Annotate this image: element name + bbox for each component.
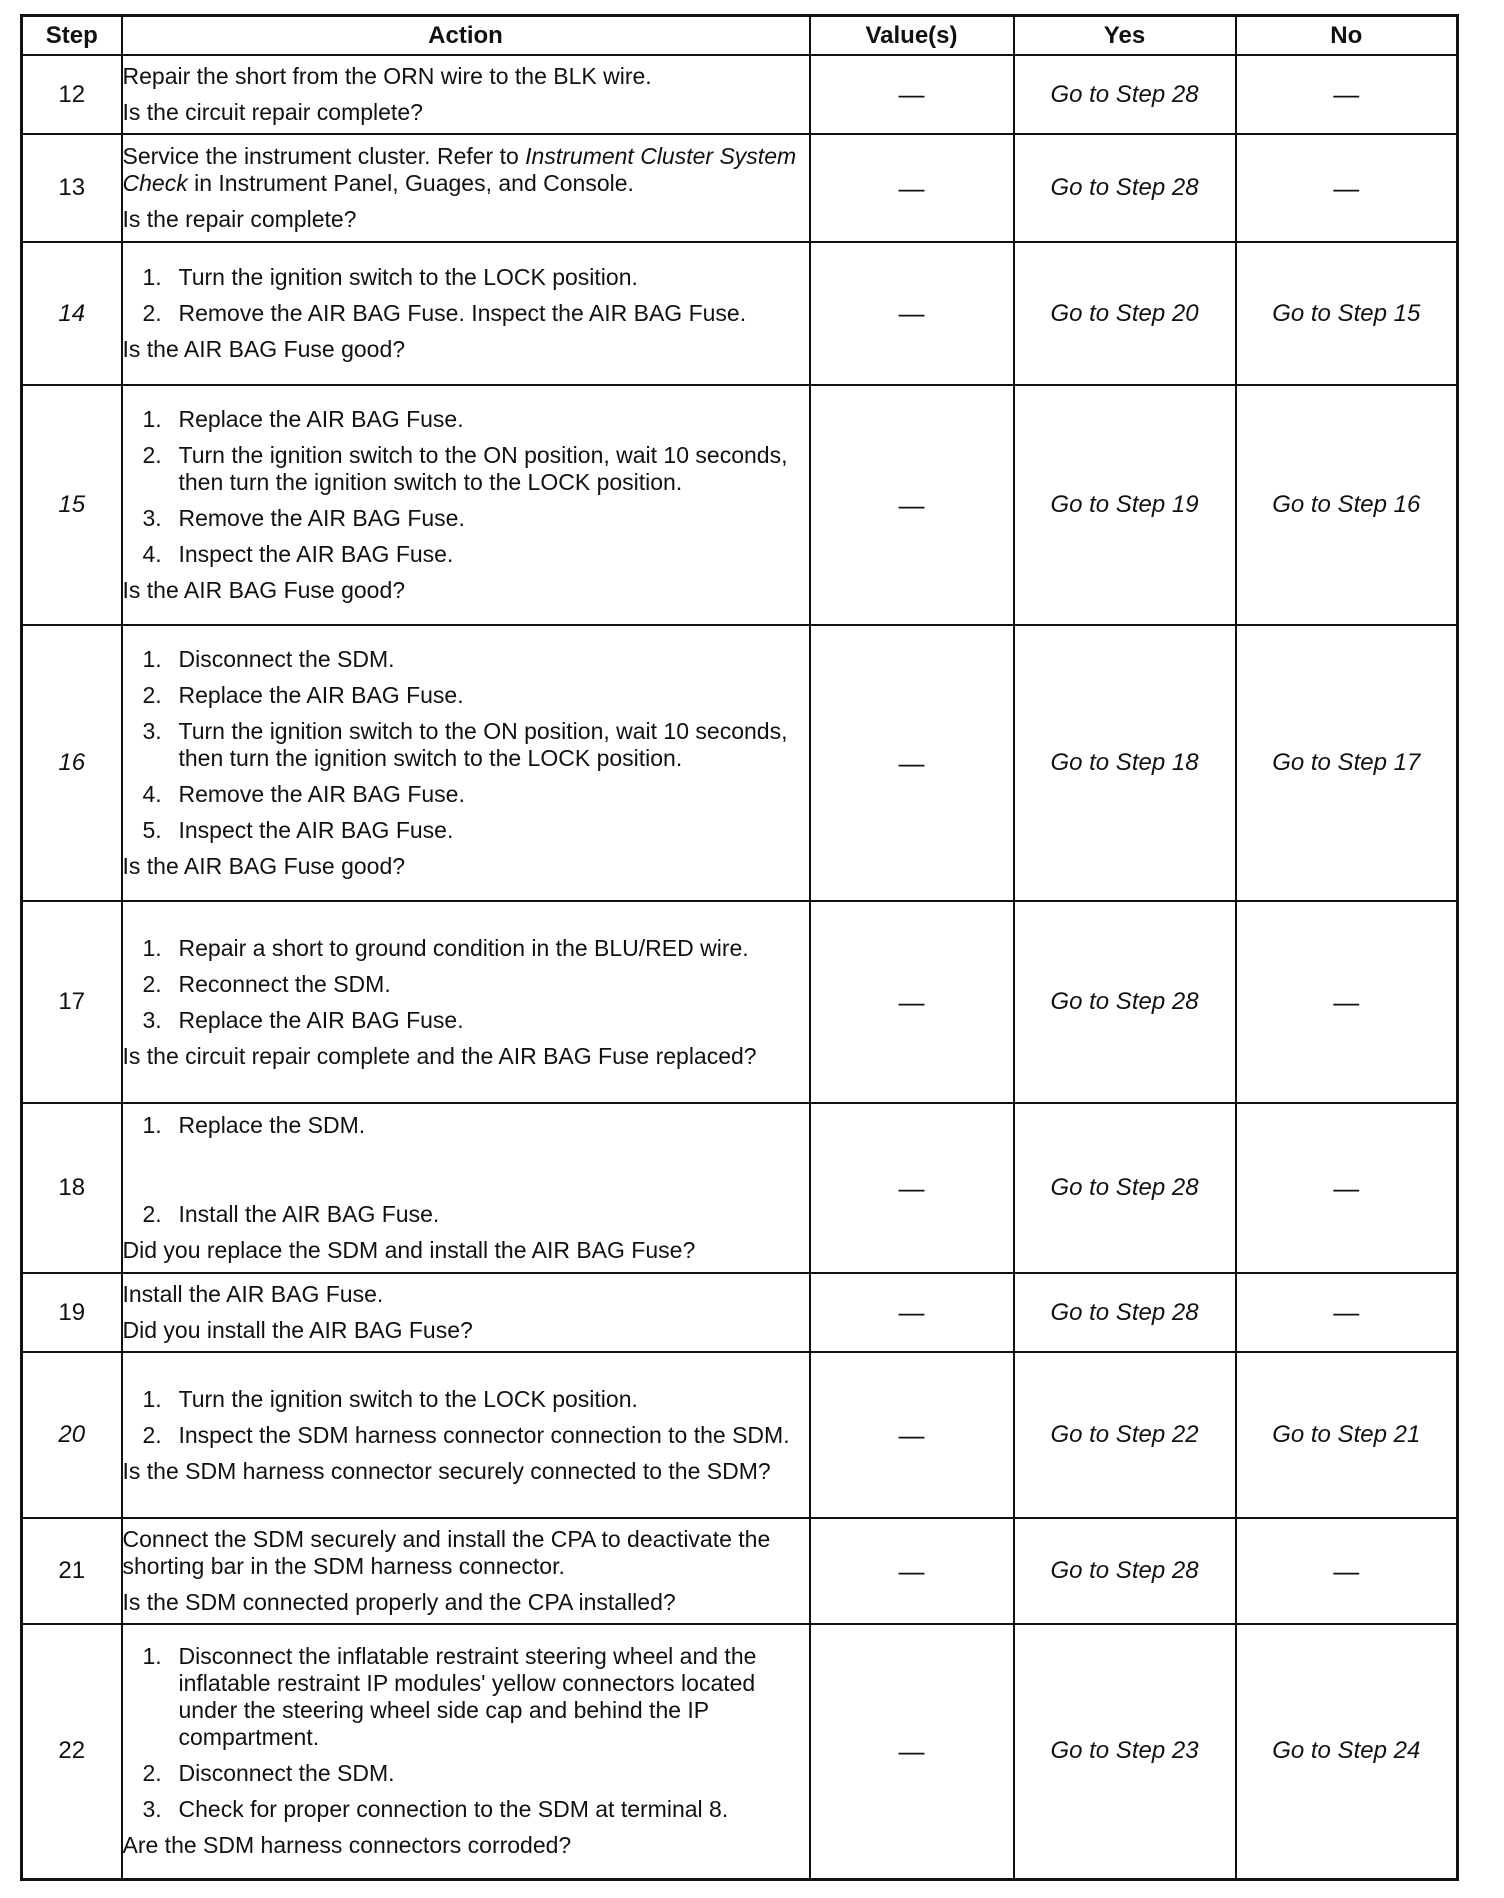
no-cell: —	[1236, 1103, 1458, 1273]
value-cell: —	[810, 901, 1014, 1103]
action-question: Is the SDM harness connector securely connected to the SDM?	[122, 1457, 771, 1484]
table-row	[22, 242, 1458, 385]
action-step-text: Turn the ignition switch to the ON position, wait 10 seconds, then turn the ignition switch to the LOCK position.	[178, 718, 788, 771]
action-step-text: Disconnect the SDM.	[178, 1760, 395, 1787]
action-step-number: 3.	[142, 505, 162, 531]
action-step-number: 1.	[142, 646, 162, 672]
action-cell	[122, 134, 810, 242]
action-step	[123, 1007, 809, 1034]
value-cell: —	[810, 1624, 1014, 1879]
action-step-number: 2.	[142, 1760, 162, 1787]
action-step-number: 2.	[142, 682, 162, 708]
action-question: Is the SDM connected properly and the CPA installed?	[122, 1589, 676, 1615]
value-cell: —	[810, 242, 1014, 385]
action-step	[123, 682, 809, 709]
action-step-text: Remove the AIR BAG Fuse. Inspect the AIR BAG Fuse.	[178, 300, 747, 326]
action-step-text: Turn the ignition switch to the LOCK position.	[178, 264, 638, 290]
step-number: 12	[22, 55, 122, 134]
step-number: 22	[22, 1624, 122, 1879]
action-step-text: Turn the ignition switch to the ON position, wait 10 seconds, then turn the ignition switch to the LOCK position.	[178, 442, 788, 495]
no-cell: —	[1236, 901, 1458, 1103]
yes-cell: Go to Step 28	[1014, 134, 1236, 242]
step-number: 13	[22, 134, 122, 242]
header-action: Action	[122, 16, 810, 56]
diagnostic-table	[20, 14, 1459, 1881]
action-steps	[123, 406, 809, 568]
action-step-text: Replace the AIR BAG Fuse.	[178, 406, 464, 432]
action-step-text: Inspect the AIR BAG Fuse.	[178, 817, 454, 843]
action-step	[123, 646, 809, 673]
header-row	[22, 16, 1458, 56]
table-row	[22, 901, 1458, 1103]
action-question: Is the AIR BAG Fuse good?	[122, 577, 406, 603]
table-row	[22, 1273, 1458, 1352]
action-steps	[123, 1112, 809, 1228]
action-step-text: Disconnect the SDM.	[178, 646, 395, 672]
action-cell	[122, 1273, 810, 1352]
action-step-number: 2.	[142, 1201, 162, 1227]
table-row	[22, 1352, 1458, 1518]
action-step-text: Turn the ignition switch to the LOCK position.	[178, 1385, 638, 1412]
table-row	[22, 1624, 1458, 1879]
action-question: Are the SDM harness connectors corroded?	[122, 1832, 572, 1859]
yes-cell: Go to Step 28	[1014, 55, 1236, 134]
action-steps	[123, 1386, 809, 1449]
table-row	[22, 55, 1458, 134]
table-row	[22, 1103, 1458, 1273]
value-cell: —	[810, 1273, 1014, 1352]
no-cell: —	[1236, 55, 1458, 134]
action-step-text: Replace the AIR BAG Fuse.	[178, 1006, 464, 1033]
yes-cell: Go to Step 20	[1014, 242, 1236, 385]
action-steps	[123, 646, 809, 844]
action-step-number: 1.	[142, 406, 162, 432]
action-step	[123, 1112, 809, 1139]
action-question: Install the AIR BAG Fuse.	[122, 1281, 384, 1307]
no-cell: —	[1236, 134, 1458, 242]
action-cell	[122, 1103, 810, 1273]
action-reference: Instrument Cluster System Check	[122, 143, 797, 196]
header-step: Step	[22, 16, 122, 56]
yes-cell: Go to Step 18	[1014, 625, 1236, 901]
no-cell: —	[1236, 1518, 1458, 1624]
action-step-text: Inspect the AIR BAG Fuse.	[178, 541, 454, 567]
step-number: 19	[22, 1273, 122, 1352]
yes-cell: Go to Step 28	[1014, 1273, 1236, 1352]
action-step	[123, 442, 809, 496]
action-step-number: 1.	[142, 1643, 162, 1670]
header-values: Value(s)	[810, 16, 1014, 56]
action-step	[123, 264, 809, 291]
action-step-number: 2.	[142, 442, 162, 468]
action-step-number: 5.	[142, 817, 162, 843]
action-step-number: 1.	[142, 264, 162, 290]
no-cell: Go to Step 21	[1236, 1352, 1458, 1518]
action-step-number: 2.	[142, 970, 162, 997]
value-cell: —	[810, 625, 1014, 901]
action-step-number: 3.	[142, 1006, 162, 1033]
action-question: Is the AIR BAG Fuse good?	[122, 853, 406, 879]
action-question: Did you replace the SDM and install the AIR BAG Fuse?	[122, 1237, 696, 1263]
table-body	[22, 55, 1458, 1879]
action-step	[123, 541, 809, 568]
action-step-number: 1.	[142, 934, 162, 961]
action-step-text: Reconnect the SDM.	[178, 970, 391, 997]
yes-cell: Go to Step 28	[1014, 1103, 1236, 1273]
step-number: 21	[22, 1518, 122, 1624]
action-step	[123, 1201, 809, 1228]
table-row	[22, 385, 1458, 625]
action-question: Is the repair complete?	[122, 206, 357, 232]
action-step-number: 2.	[142, 300, 162, 326]
action-cell	[122, 625, 810, 901]
header-yes: Yes	[1014, 16, 1236, 56]
action-cell	[122, 1518, 810, 1624]
action-step	[123, 1796, 809, 1823]
action-cell	[122, 1624, 810, 1879]
table-row	[22, 625, 1458, 901]
action-step-text: Inspect the SDM harness connector connection to the SDM.	[178, 1421, 790, 1448]
action-step-number: 1.	[142, 1112, 162, 1138]
action-step	[123, 781, 809, 808]
action-question: Is the AIR BAG Fuse good?	[122, 336, 406, 362]
no-cell: —	[1236, 1273, 1458, 1352]
action-step-text: Check for proper connection to the SDM at terminal 8.	[178, 1796, 729, 1823]
value-cell: —	[810, 1518, 1014, 1624]
action-cell	[122, 1352, 810, 1518]
action-question: Is the circuit repair complete?	[122, 99, 423, 125]
action-cell	[122, 901, 810, 1103]
action-step-number: 4.	[142, 541, 162, 567]
action-step-number: 1.	[142, 1385, 162, 1412]
action-step	[123, 1422, 809, 1449]
value-cell: —	[810, 1352, 1014, 1518]
action-step-text: Remove the AIR BAG Fuse.	[178, 781, 465, 807]
action-step	[123, 1643, 809, 1751]
action-step-text: Repair a short to ground condition in the BLU/RED wire.	[178, 934, 749, 961]
action-cell	[122, 55, 810, 134]
yes-cell: Go to Step 19	[1014, 385, 1236, 625]
action-step	[123, 718, 809, 772]
action-cell	[122, 242, 810, 385]
action-steps	[123, 264, 809, 327]
action-step	[123, 817, 809, 844]
yes-cell: Go to Step 22	[1014, 1352, 1236, 1518]
action-step-number: 3.	[142, 1796, 162, 1823]
no-cell: Go to Step 16	[1236, 385, 1458, 625]
step-number: 15	[22, 385, 122, 625]
action-question: Is the circuit repair complete and the AIR BAG Fuse replaced?	[122, 1042, 757, 1069]
action-steps	[123, 1643, 809, 1823]
action-step-number: 3.	[142, 718, 162, 744]
action-text-span: in Instrument Panel, Guages, and Console.	[187, 170, 634, 196]
step-number: 20	[22, 1352, 122, 1518]
action-step-text: Remove the AIR BAG Fuse.	[178, 505, 465, 531]
no-cell: Go to Step 17	[1236, 625, 1458, 901]
action-step	[123, 505, 809, 532]
table-row	[22, 134, 1458, 242]
no-cell: Go to Step 24	[1236, 1624, 1458, 1879]
step-number: 16	[22, 625, 122, 901]
action-cell	[122, 385, 810, 625]
action-question: Did you install the AIR BAG Fuse?	[122, 1317, 473, 1343]
action-step-number: 2.	[142, 1421, 162, 1448]
action-step	[123, 935, 809, 962]
no-cell: Go to Step 15	[1236, 242, 1458, 385]
action-step	[123, 1386, 809, 1413]
header-no: No	[1236, 16, 1458, 56]
action-text	[123, 143, 809, 197]
action-question: Connect the SDM securely and install the CPA to deactivate the shorting bar in the SDM harness connector.	[122, 1526, 771, 1579]
action-step	[123, 971, 809, 998]
action-step-text: Replace the AIR BAG Fuse.	[178, 682, 464, 708]
yes-cell: Go to Step 28	[1014, 1518, 1236, 1624]
action-step-number: 4.	[142, 781, 162, 807]
value-cell: —	[810, 1103, 1014, 1273]
action-step	[123, 406, 809, 433]
step-number: 18	[22, 1103, 122, 1273]
action-step-text: Install the AIR BAG Fuse.	[178, 1201, 440, 1227]
step-number: 17	[22, 901, 122, 1103]
action-step	[123, 1760, 809, 1787]
action-steps	[123, 935, 809, 1034]
yes-cell: Go to Step 28	[1014, 901, 1236, 1103]
action-text-span: Service the instrument cluster. Refer to	[122, 143, 526, 169]
yes-cell: Go to Step 23	[1014, 1624, 1236, 1879]
step-number: 14	[22, 242, 122, 385]
table-row	[22, 1518, 1458, 1624]
value-cell: —	[810, 385, 1014, 625]
action-step-text: Replace the SDM.	[178, 1112, 366, 1138]
action-question: Repair the short from the ORN wire to the BLK wire.	[122, 63, 652, 89]
action-step-text: Disconnect the inflatable restraint steering wheel and the inflatable restraint IP modules' yellow connectors located under the steering wheel side cap and behind the IP compartment.	[178, 1643, 757, 1751]
value-cell: —	[810, 134, 1014, 242]
action-step	[123, 300, 809, 327]
value-cell: —	[810, 55, 1014, 134]
